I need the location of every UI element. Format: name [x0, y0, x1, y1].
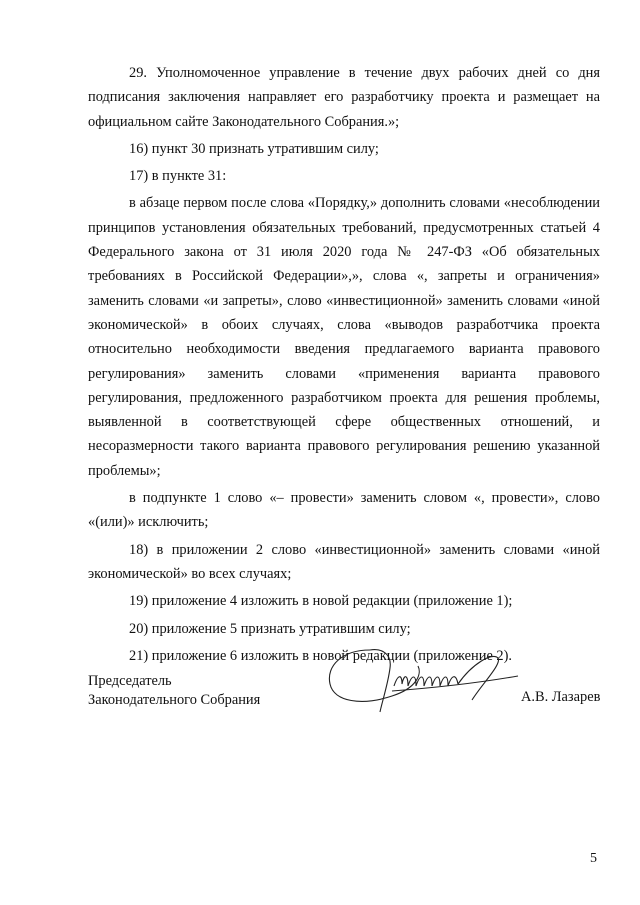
- signatory-name: А.В. Лазарев: [521, 689, 601, 705]
- signatory-title-line1: Председатель: [88, 673, 172, 689]
- handwritten-signature: [322, 644, 522, 714]
- paragraph-17: 17) в пункте 31:: [129, 168, 227, 185]
- paragraph-19: 19) приложение 4 изложить в новой редакции (приложение 1);: [129, 593, 513, 610]
- paragraph-20: 20) приложение 5 признать утратившим силу;: [129, 620, 411, 637]
- signatory-title: [88, 672, 260, 710]
- paragraph-17-podpunkt: в подпункте 1 слово «– провести» заменить словом «, провести», слово «(или)» исключить;: [88, 490, 600, 531]
- paragraph-16: 16) пункт 30 признать утратившим силу;: [129, 140, 379, 157]
- page-number: 5: [590, 851, 597, 866]
- paragraph-29: 29. Уполномоченное управление в течение двух рабочих дней со дня подписания заключения направляет его разработчику проекта и размещает на официальном сайте Законодательного Собрания.»;: [88, 65, 600, 130]
- paragraph-17-abzac: в абзаце первом после слова «Порядку,» дополнить словами «несоблюдении принципов установления обязательных требований, предусмотренных статьей 4 Федерального закона от 31 июля 2020 года № 247-ФЗ «Об обязательных требованиях в Российской Федерации»,», слова «, запреты и ограничения» заменить словами «и запреты», слово «инвестиционной» заменить словами «иной экономической» в обоих случаях, слова «выводов разработчика проекта относительно необходимости введения предлагаемого варианта правового регулирования» заменить словами «применения варианта правового регулирования, предложенного разработчиком проекта для решения проблемы, выявленной в соответствующей сфере общественных отношений, и несоразмерности такого варианта правового регулирования решению указанной проблемы»;: [88, 195, 600, 479]
- paragraph-18: 18) в приложении 2 слово «инвестиционной» заменить словами «иной экономической» во всех случаях;: [88, 541, 600, 582]
- document-body: [88, 61, 600, 668]
- paragraph-21: 21) приложение 6 изложить в новой редакции (приложение 2).: [129, 647, 513, 664]
- signatory-title-line2: Законодательного Собрания: [88, 692, 261, 708]
